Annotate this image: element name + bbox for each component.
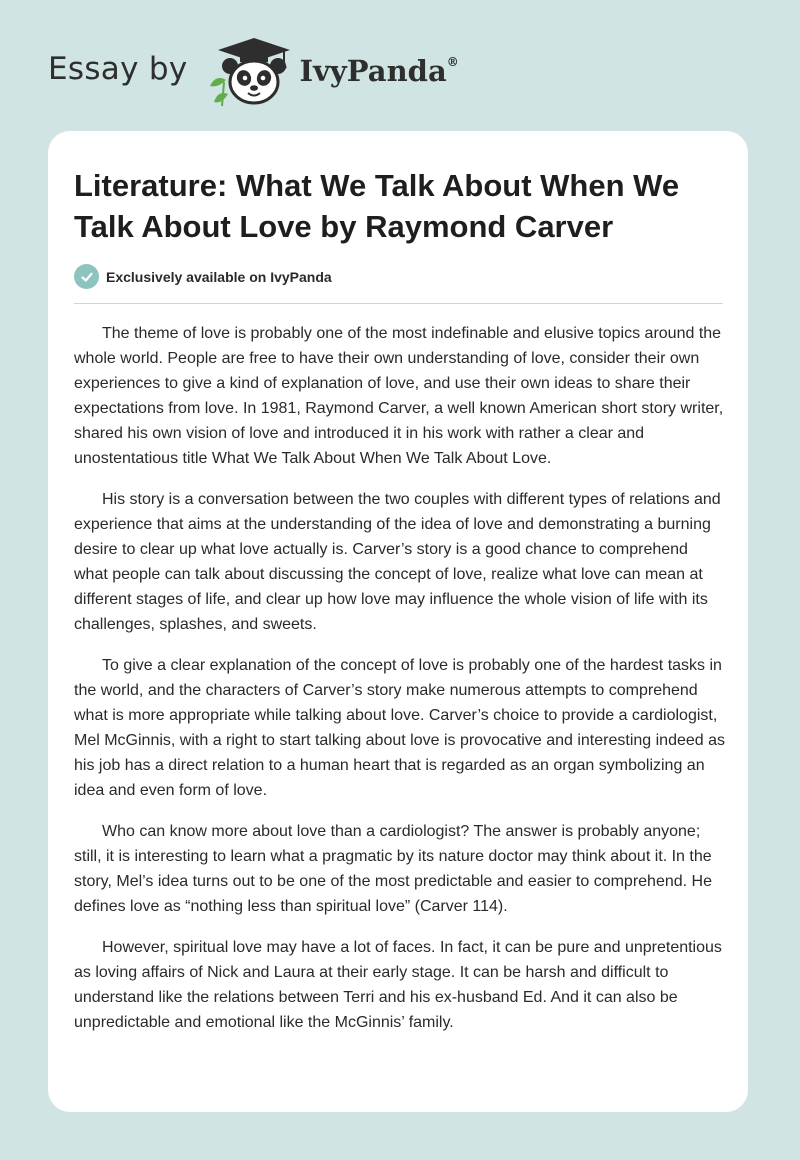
paragraph: To give a clear explanation of the concept of love is probably one of the hardest tasks in the world, and the characters of Carver’s story make numerous attempts to comprehend what is more appropriate while talking about love. Carver’s choice to provide a cardiologist, Mel McGinnis, with a right to start talking about love is provocative and interesting indeed as his job has a direct relation to a human heart that is regarded as an organ symbolizing an idea and even form of love. xyxy=(74,657,725,799)
essay-body xyxy=(74,321,726,1051)
exclusive-badge xyxy=(74,264,332,289)
brand-label: IvyPanda xyxy=(299,54,447,88)
paragraph: However, spiritual love may have a lot of faces. In fact, it can be pure and unpretentious as loving affairs of Nick and Laura at their early stage. It can be harsh and difficult to understand like the relations between Terri and his ex-husband Ed. And it can also be unpredictable and emotional like the McGinnis’ family. xyxy=(74,939,722,1031)
essay-card xyxy=(48,131,748,1112)
check-circle-icon xyxy=(74,264,99,289)
essay-title: Literature: What We Talk About When We Talk About Love by Raymond Carver xyxy=(74,168,680,244)
paragraph: The theme of love is probably one of the most indefinable and elusive topics around the whole world. People are free to have their own understanding of love, consider their own experiences to give a kind of explanation of love, and use their own ideas to share their expectations from love. In 1981, Raymond Carver, a well known American short story writer, shared his own vision of love and introduced it in his work with rather a clear and unostentatious title What We Talk About When We Talk About Love. xyxy=(74,325,724,467)
essay-by-label: Essay by xyxy=(48,51,188,87)
panda-graduate-icon[interactable] xyxy=(204,36,296,108)
registered-mark: ® xyxy=(446,55,459,70)
brand-name[interactable] xyxy=(300,54,459,88)
paragraph: His story is a conversation between the two couples with different types of relations and experience that aims at the understanding of the idea of love and demonstrating a burning desire to clear up what love actually is. Carver’s story is a good chance to comprehend what people can talk about discussing the concept of love, realize what love can mean at different stages of life, and clear up how love may influence the whole vision of life with its challenges, splashes, and sweets. xyxy=(74,491,721,633)
site-header xyxy=(48,36,459,108)
divider xyxy=(74,303,723,304)
paragraph: Who can know more about love than a cardiologist? The answer is probably anyone; still, it is interesting to learn what a pragmatic by its nature doctor may think about it. In the story, Mel’s idea turns out to be one of the most predictable and easier to comprehend. He defines love as “nothing less than spiritual love” (Carver 114). xyxy=(74,823,712,915)
exclusive-badge-label: Exclusively available on IvyPanda xyxy=(106,268,332,285)
